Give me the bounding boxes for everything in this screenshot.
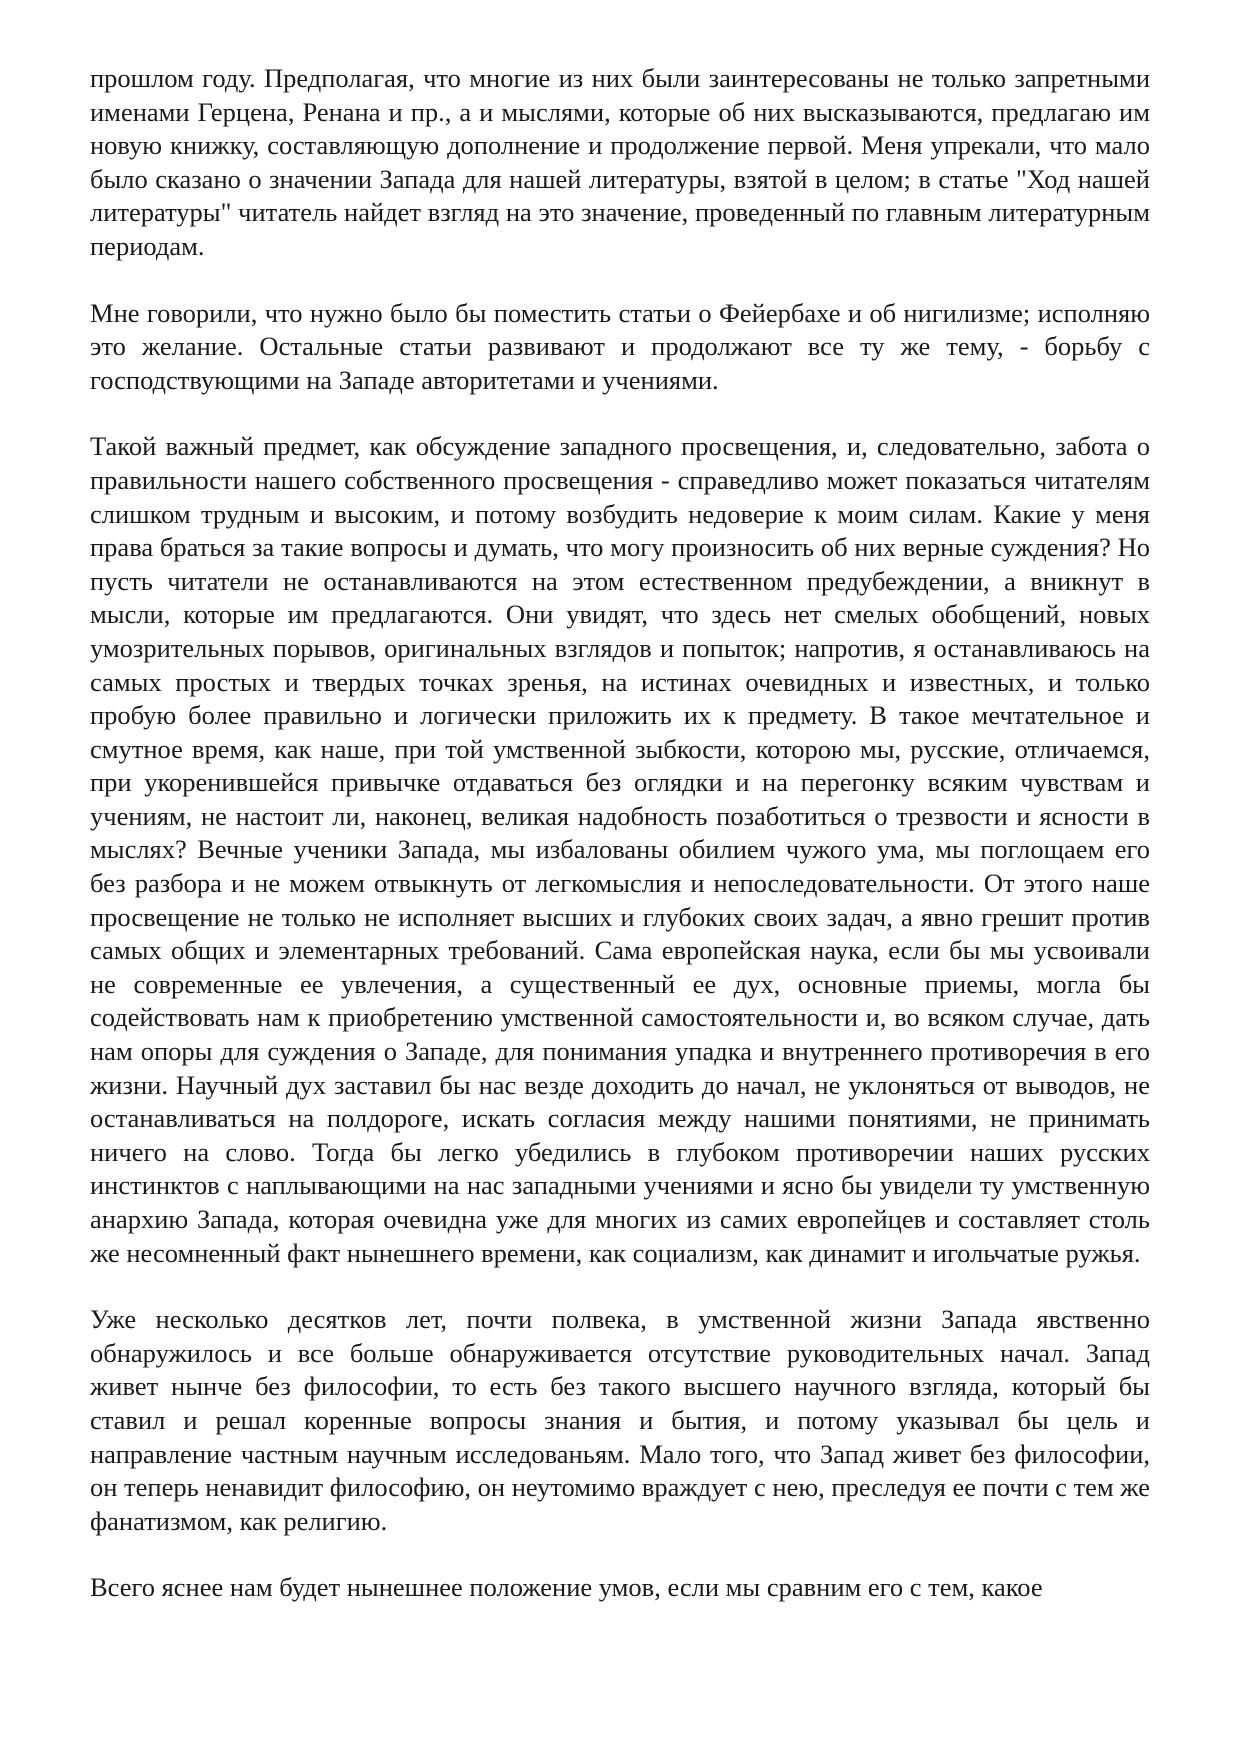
paragraph-3: Такой важный предмет, как обсуждение западного просвещения, и, следовательно, забота о правильности нашего собственного просвещения - справедливо может показаться читателям слишком трудным и высоким, и потому возбудить недоверие к моим силам. Какие у меня права браться за такие вопросы и думать, что могу произносить об них верные суждения? Но пусть читатели не останавливаются на этом естественном предубеждении, а вникнут в мысли, которые им предлагаются. Они увидят, что здесь нет смелых обобщений, новых умозрительных порывов, оригинальных взглядов и попыток; напротив, я останавливаюсь на самых простых и твердых точках зренья, на истинах очевидных и известных, и только пробую более правильно и логически приложить их к предмету. В такое мечтательное и смутное время, как наше, при той умственной зыбкости, которою мы, русские, отличаемся, при укоренившейся привычке отдаваться без оглядки и на перегонку всяким чувствам и учениям, не настоит ли, наконец, великая надобность позаботиться о трезвости и ясности в мыслях? Вечные ученики Запада, мы избалованы обилием чужого ума, мы поглощаем его без разбора и не можем отвыкнуть от легкомыслия и непоследовательности. От этого наше просвещение не только не исполняет высших и глубоких своих задач, а явно грешит против самых общих и элементарных требований. Сама европейская наука, если бы мы усвоивали не современные ее увлечения, а существенный ее дух, основные приемы, могла бы содействовать нам к приобретению умственной самостоятельности и, во всяком случае, дать нам опоры для суждения о Западе, для понимания упадка и внутреннего противоречия в его жизни. Научный дух заставил бы нас везде доходить до начал, не уклоняться от выводов, не останавливаться на полдороге, искать согласия между нашими понятиями, не принимать ничего на слово. Тогда бы легко убедились в глубоком противоречии наших русских инстинктов с наплывающими на нас западными учениями и ясно бы увидели ту умственную анархию Запада, которая очевидна уже для многих из самих европейцев и составляет столь же несомненный факт нынешнего времени, как социализм, как динамит и игольчатые ружья. [90,431,1150,1268]
document-page [90,62,1150,1605]
paragraph-1: прошлом году. Предполагая, что многие из них были заинтересованы не только запретными именами Герцена, Ренана и пр., а и мыслями, которые об них высказываются, предлагаю им новую книжку, составляющую дополнение и продолжение первой. Меня упрекали, что мало было сказано о значении Запада для нашей литературы, взятой в целом; в статье "Ход нашей литературы" читатель найдет взгляд на это значение, проведенный по главным литературным периодам. [90,63,1150,261]
paragraph-5: Всего яснее нам будет нынешнее положение умов, если мы сравним его с тем, какое [90,1572,1043,1603]
paragraph-4: Уже несколько десятков лет, почти полвека, в умственной жизни Запада явственно обнаружилось и все больше обнаруживается отсутствие руководительных начал. Запад живет нынче без философии, то есть без такого высшего научного взгляда, который бы ставил и решал коренные вопросы знания и бытия, и потому указывал бы цель и направление частным научным исследованьям. Мало того, что Запад живет без философии, он теперь ненавидит философию, он неутомимо враждует с нею, преследуя ее почти с тем же фанатизмом, как религию. [90,1304,1150,1536]
paragraph-2: Мне говорили, что нужно было бы поместить статьи о Фейербахе и об нигилизме; исполняю это желание. Остальные статьи развивают и продолжают все ту же тему, - борьбу с господствующими на Западе авторитетами и учениями. [90,297,1150,395]
